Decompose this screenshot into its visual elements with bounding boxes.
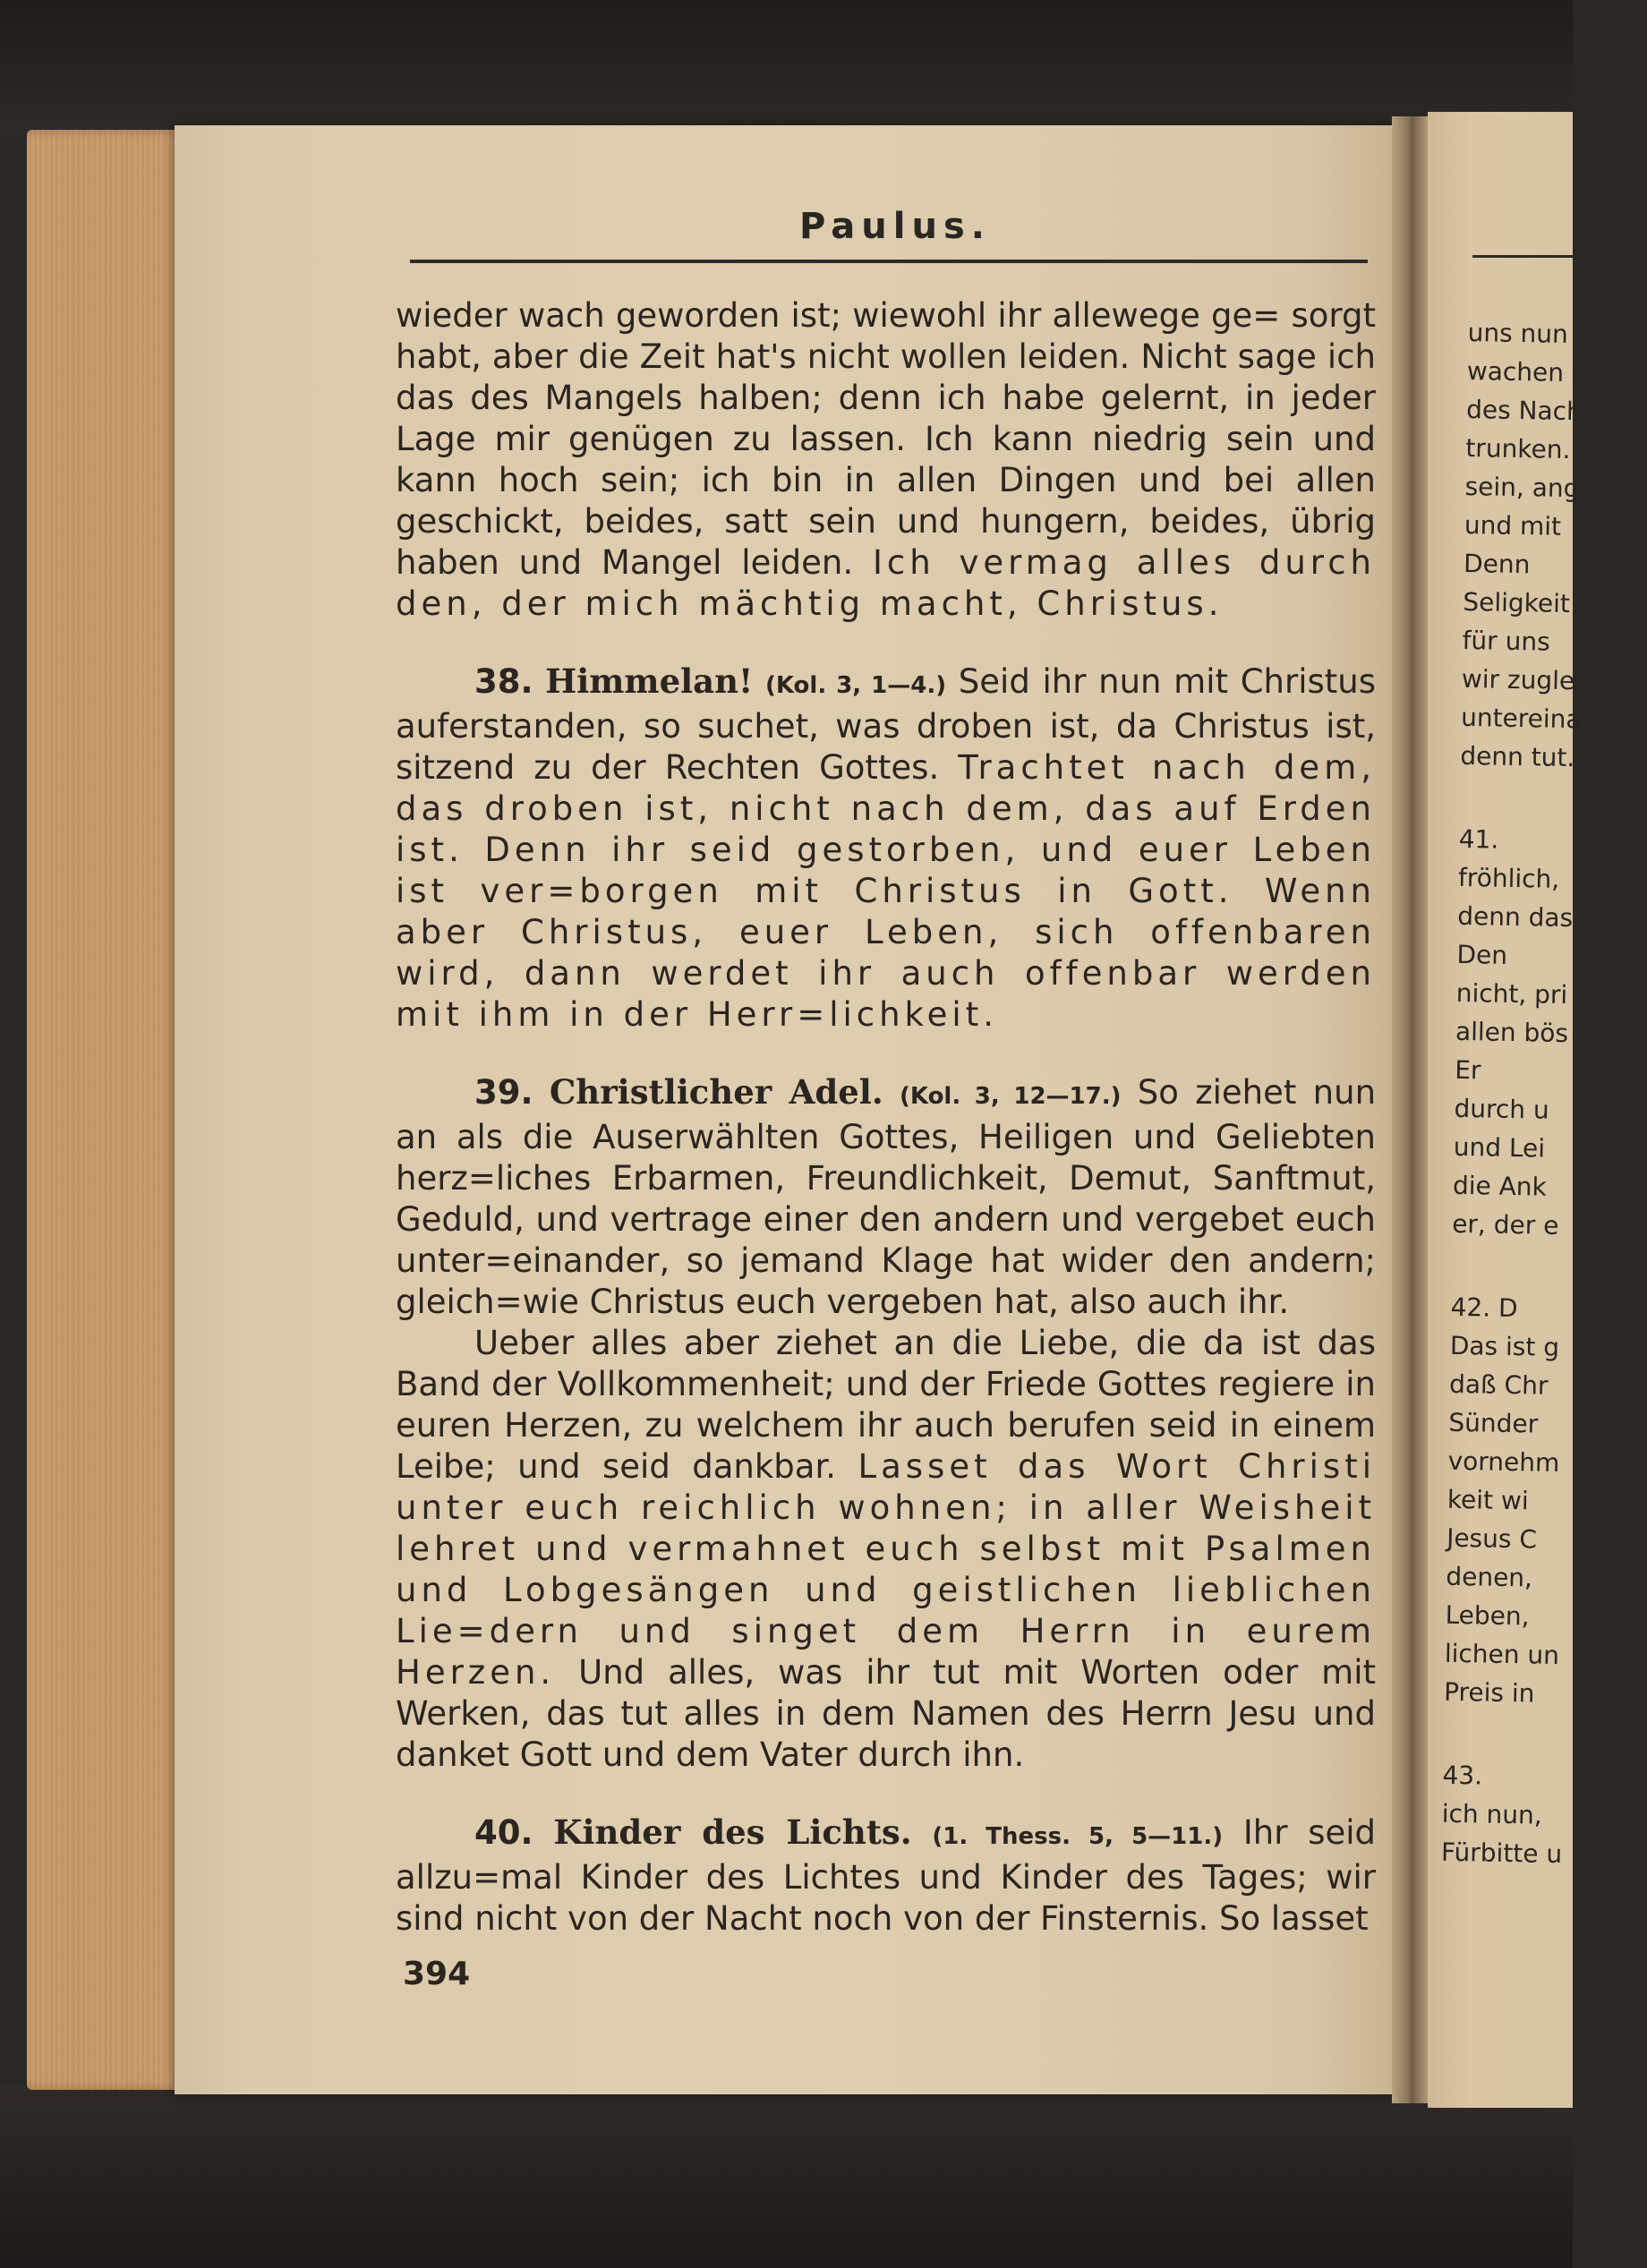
next-page-line: Das ist g (1449, 1330, 1560, 1362)
background-top (0, 0, 1573, 134)
next-page-line: fröhlich, (1457, 862, 1560, 894)
next-page-line: nicht, pri (1455, 977, 1568, 1010)
next-page-line: er, der e (1451, 1208, 1559, 1241)
section-39-paragraph-2 (396, 1323, 1376, 1776)
intro-line: haben und Mangel leiden. (396, 543, 873, 582)
next-page-line: Er (1454, 1054, 1481, 1086)
next-page-line: denn das (1456, 900, 1574, 934)
section-39-text: So ziehet nun an als die Auserwählten Gottes, Heiligen und Geliebten herz=liches Erbarmen, Freundlichkeit, Demut, Sanftmut, Geduld, und vertrage einer den andern und vergebet euch unter=einander, so jemand Klage hat wider den andern; gleich=wie Christus euch vergeben hat, also auch ihr. (396, 1073, 1377, 1321)
section-38-reference: (Kol. 3, 1—4.) (764, 672, 947, 699)
header-rule (410, 260, 1368, 263)
next-page-line: denen, (1446, 1561, 1533, 1593)
next-page-line (1443, 1711, 1623, 1759)
next-page-line (1459, 775, 1639, 823)
section-40 (396, 1812, 1376, 1940)
next-page-line: Preis in (1443, 1676, 1535, 1709)
intro-line: sein und kann hoch sein; ich bin in allen Dingen und bei (396, 420, 1376, 499)
next-page-line: keit wi (1446, 1484, 1529, 1516)
background-bottom (0, 2085, 1573, 2268)
next-page (1428, 112, 1588, 2108)
next-page-line: denn tut. (1460, 740, 1575, 773)
section-39-title: Christlicher Adel. (549, 1072, 883, 1112)
section-39-para2-spaced: Lasset das Wort Christi unter euch reichlich wohnen; in aller Weisheit lehret und vermahnet euch selbst mit Psalmen und Lobgesängen und geistlichen lieblichen Lie=dern und singet dem Herrn in eurem Herzen. (396, 1447, 1376, 1692)
next-page-text (1441, 313, 1647, 1874)
next-page-line: 43. (1442, 1760, 1483, 1791)
next-page-line: sein, ang (1464, 471, 1580, 504)
next-page-line: uns nun (1467, 317, 1569, 349)
next-page-line: des Nach (1465, 394, 1583, 427)
book-gutter (1392, 116, 1428, 2103)
intro-line: allen geschickt, beides, satt sein und hungern, beides, übrig (396, 461, 1376, 541)
section-40-title: Kinder des Lichts. (553, 1812, 912, 1852)
section-39-number: 39. (474, 1073, 533, 1112)
intro-text (396, 296, 1376, 582)
next-page-line: Seligkeit (1463, 586, 1571, 619)
intro-paragraph (396, 295, 1376, 625)
section-38-spaced-text: Trachtet nach dem, das droben ist, nicht nach dem, das auf Erden ist. Denn ihr seid gestorben, und euer Leben ist ver=borgen mit Christus in Gott. Wenn aber Christus, euer Leben, sich offenbaren wird, dann werdet ihr auch offenbar werden mit ihm in der Herr=lichkeit. (396, 748, 1376, 1034)
section-39 (396, 1071, 1376, 1323)
next-page-line: wachen u (1466, 355, 1588, 388)
next-page-line: Denn (1463, 548, 1531, 580)
next-page-line: und mit (1464, 509, 1562, 541)
section-38-number: 38. (474, 662, 533, 701)
next-page-line: Fürbitte u (1440, 1837, 1563, 1870)
intro-line: sorgt habt, aber die Zeit hat's nicht wollen leiden. Nicht (396, 296, 1376, 376)
next-page-line: Jesus C (1446, 1522, 1538, 1555)
next-page-line: untereina (1460, 702, 1582, 735)
section-40-reference: (1. Thess. 5, 5—11.) (932, 1823, 1224, 1850)
next-page-line: daß Chr (1448, 1368, 1549, 1401)
section-40-text: Ihr seid allzu=mal Kinder des Lichtes und Kinder des Tages; wir sind nicht von der Nacht noch von der Finsternis. So lasset (396, 1813, 1377, 1938)
next-page-line: trunken. (1465, 432, 1571, 465)
book-page-edges (27, 130, 183, 2090)
page-number: 394 (403, 1956, 471, 1992)
running-head: Paulus. (799, 206, 991, 247)
next-page-line: durch u (1454, 1093, 1549, 1125)
section-38-text: Seid ihr nun mit Christus auferstanden, so suchet, was droben ist, da Christus ist, sitzend zu der Rechten Gottes. (396, 662, 1376, 787)
next-page-line: für uns (1462, 625, 1551, 657)
next-page-line: Sünder (1448, 1407, 1539, 1439)
section-38-title: Himmelan! (545, 661, 754, 701)
next-page-line: lichen un (1444, 1638, 1560, 1671)
main-text (396, 295, 1376, 1940)
section-39-para2-end: Und alles, was ihr tut mit Worten oder mit Werken, das tut alles in dem Namen des Herrn Jesu und danket Gott und dem Vater durch ihn. (396, 1653, 1376, 1774)
next-page-line: ich nun, (1441, 1798, 1542, 1830)
intro-spaced-text: Ich vermag alles durch den, der mich mächtig macht, Christus. (396, 543, 1376, 623)
next-page-line: Den (1456, 939, 1508, 970)
section-38 (396, 661, 1376, 1036)
next-page-line: Leben, (1445, 1599, 1530, 1632)
next-page-line: und Lei (1453, 1131, 1546, 1164)
section-39-reference: (Kol. 3, 12—17.) (900, 1083, 1122, 1110)
next-page-line: wir zugle (1461, 663, 1575, 696)
next-page-line: vornehm (1447, 1445, 1560, 1478)
next-page-line (1451, 1243, 1631, 1291)
next-page-line: 42. D (1450, 1292, 1518, 1324)
intro-line: in jeder Lage mir genügen zu lassen. Ich kann niedrig (396, 379, 1376, 458)
intro-line: wieder wach geworden ist; wiewohl ihr allewege ge= (396, 296, 1292, 335)
next-page-rule (1472, 255, 1580, 258)
next-page-line: allen bös (1455, 1016, 1569, 1049)
next-page-line: die Ank (1452, 1170, 1548, 1202)
section-39-para2-text: Ueber alles aber ziehet an die Liebe, die da ist das Band der Vollkommenheit; und der Friede Gottes regiere in euren Herzen, zu welchem ihr auch berufen seid in einem Leibe; und seid dankbar. (396, 1324, 1376, 1486)
intro-line: sage ich das des Mangels halben; denn ich habe gelernt, (396, 337, 1376, 417)
next-page-line: 41. (1458, 823, 1499, 855)
section-40-number: 40. (474, 1813, 533, 1852)
